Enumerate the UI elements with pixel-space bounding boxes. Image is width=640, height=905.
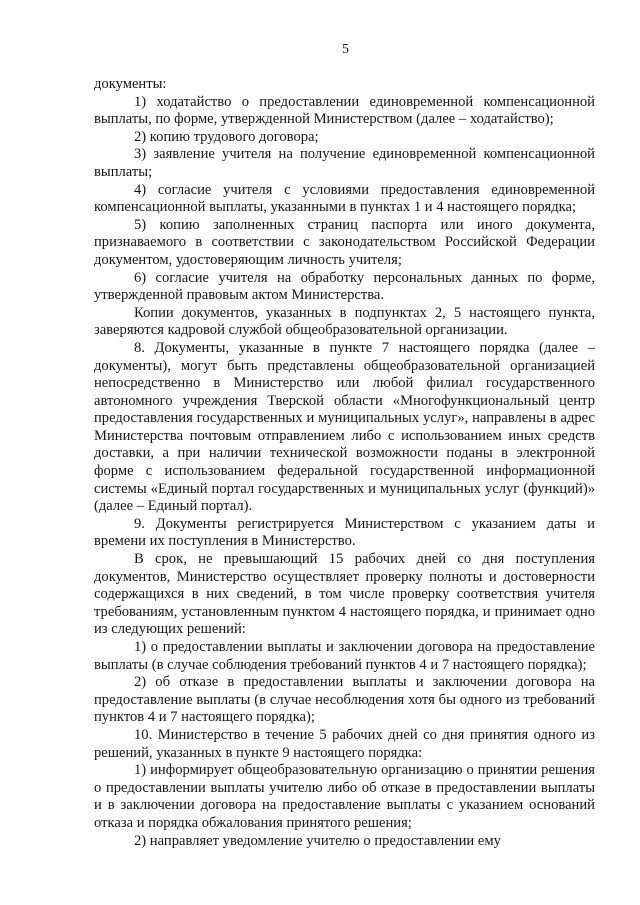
document-body — [94, 76, 595, 850]
paragraph-clause-9: 9. Документы регистрируется Министерством с указанием даты и времени их поступления в Министерство. — [94, 515, 595, 550]
paragraph-clause-10: 10. Министерство в течение 5 рабочих дней со дня принятия одного из решений, указанных в пункте 9 настоящего порядка: — [94, 726, 595, 761]
list-item-employment-contract: 2) копию трудового договора; — [134, 128, 319, 145]
list-item-decision-grant: 1) о предоставлении выплаты и заключении договора на предоставление выплаты (в случае соблюдения требований пунктов 4 и 7 настоящего порядка); — [94, 639, 595, 673]
paragraph-continuation: документы: — [94, 76, 167, 92]
list-item-decision-refusal: 2) об отказе в предоставлении выплаты и заключении договора на предоставление выплаты (в случае несоблюдения хотя бы одного из требований пунктов 4 и 7 настоящего порядка); — [94, 674, 595, 726]
list-item-inform-organization: 1) информирует общеобразовательную организацию о принятии решения о предоставлении выплаты учителю либо об отказе в предоставлении выплаты и в заключении договора на предоставление выплаты с указанием оснований отказа и порядка обжалования принятого решения; — [94, 762, 595, 831]
paragraph-clause-8: 8. Документы, указанные в пункте 7 настоящего порядка (далее – документы), могут быть представлены общеобразовательной организацией непосредственно в Министерство или любой филиал государственного автономного учреждения Тверской области «Многофункциональный центр предоставления государственных и муниципальных услуг», направлены в адрес Министерства почтовым отправлением либо с использованием иных средств доставки, а при наличии технической возможности поданы в электронной форме с использованием федеральной государственной информационной системы «Единый портал государственных и муниципальных услуг (функций)» (далее – Единый портал). — [94, 339, 595, 515]
paragraph-copies-certification: Копии документов, указанных в подпунктах 2, 5 настоящего пункта, заверяются кадровой службой общеобразовательной организации. — [94, 304, 595, 339]
list-item-teacher-application: 3) заявление учителя на получение единовременной компенсационной выплаты; — [94, 146, 595, 180]
list-item-notify-teacher: 2) направляет уведомление учителю о предоставлении ему — [134, 832, 501, 849]
list-item-passport-copy: 5) копию заполненных страниц паспорта или иного документа, признаваемого в соответствии с законодательством Российской Федерации документом, удостоверяющим личность учителя; — [94, 216, 595, 268]
list-item-personal-data-consent: 6) согласие учителя на обработку персональных данных по форме, утвержденной правовым актом Министерства. — [94, 269, 595, 304]
list-item-petition: 1) ходатайство о предоставлении единовременной компенсационной выплаты, по форме, утвержденной Министерством (далее – ходатайство); — [94, 93, 595, 128]
list-item-teacher-consent: 4) согласие учителя с условиями предоставления единовременной компенсационной выплаты, указанными в пунктах 1 и 4 настоящего порядка; — [94, 181, 595, 216]
paragraph-review-term: В срок, не превышающий 15 рабочих дней со дня поступления документов, Министерство осуществляет проверку полноты и достоверности содержащихся в них сведений, в том числе проверку соответствия учителя требованиям, установленным пунктом 4 настоящего порядка, и принимает одно из следующих решений: — [94, 551, 595, 638]
page-number: 5 — [342, 42, 349, 57]
